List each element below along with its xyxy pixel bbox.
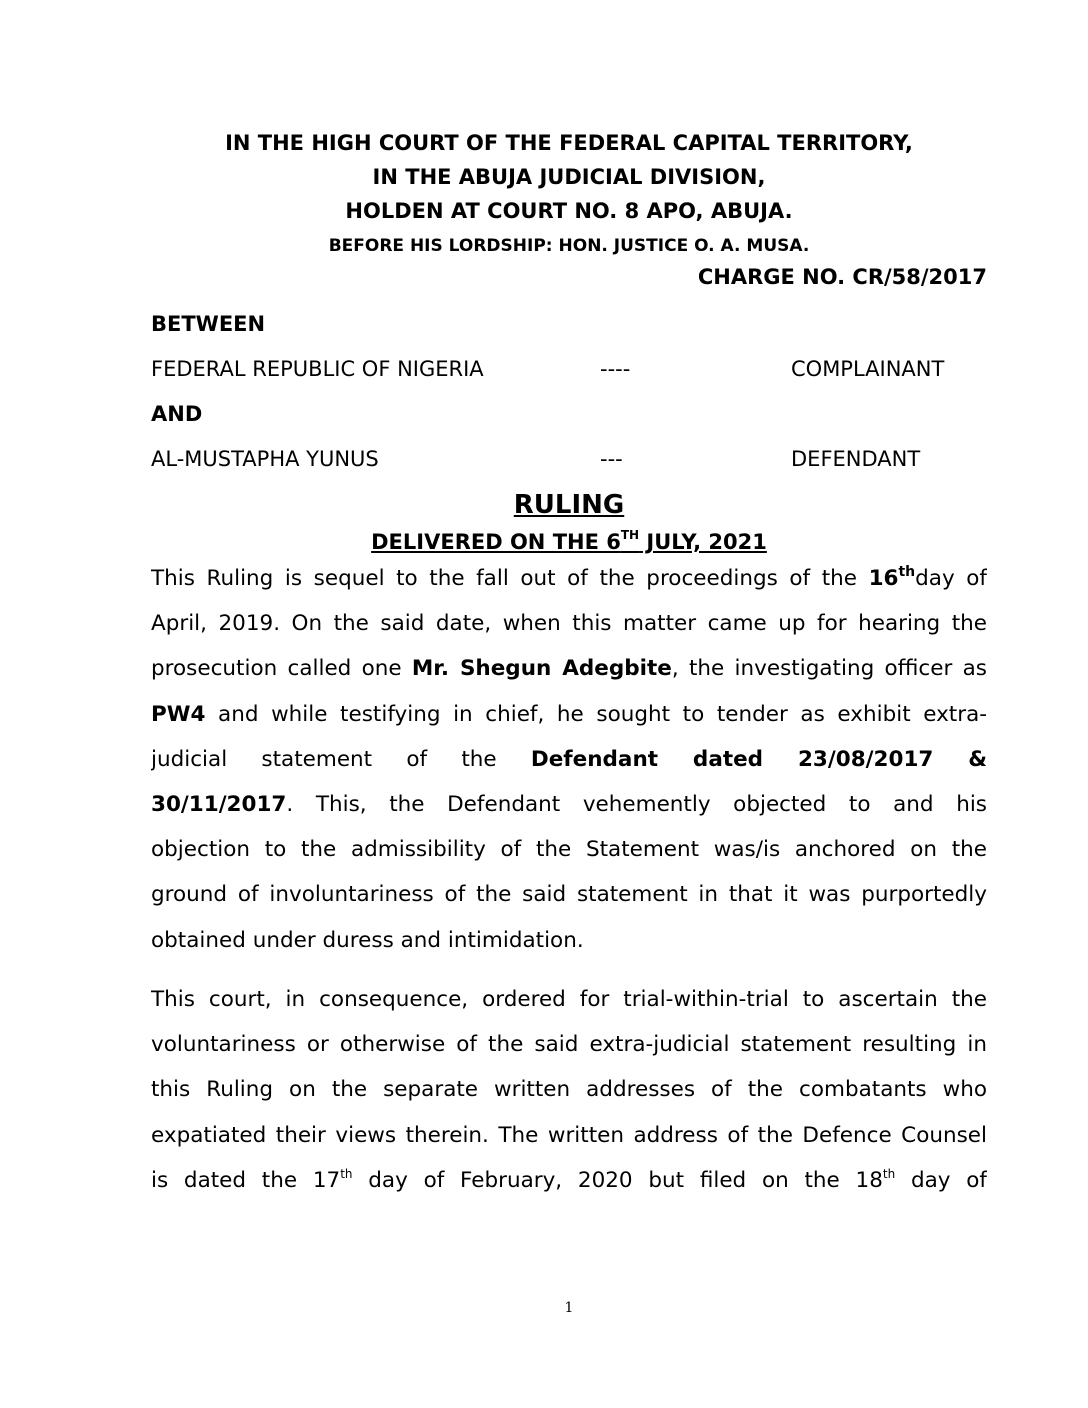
paragraph-line: prosecution called one Mr. Shegun Adegbite, the investigating officer as [151, 656, 987, 682]
paragraph-2 [151, 977, 987, 1203]
complainant-name: FEDERAL REPUBLIC OF NIGERIA [151, 357, 484, 381]
complainant-dash: ---- [600, 357, 631, 381]
complainant-role: COMPLAINANT [791, 357, 945, 381]
paragraph-line: voluntariness or otherwise of the said extra-judicial statement resulting in [151, 1032, 987, 1058]
paragraph-line: This Ruling is sequel to the fall out of the proceedings of the 16thday of [151, 564, 987, 591]
ruling-title: RULING [513, 490, 625, 520]
paragraph-line: objection to the admissibility of the Statement was/is anchored on the [151, 837, 987, 863]
paragraph-1 [151, 556, 987, 963]
paragraph-line: judicial statement of the Defendant dated 23/08/2017 & [151, 746, 987, 772]
court-heading-line-3: HOLDEN AT COURT NO. 8 APO, ABUJA. [345, 199, 793, 223]
paragraph-line: PW4 and while testifying in chief, he sought to tender as exhibit extra- [151, 701, 987, 727]
paragraph-line: ground of involuntariness of the said statement in that it was purportedly [151, 882, 987, 908]
paragraph-line: April, 2019. On the said date, when this matter came up for hearing the [151, 611, 987, 637]
paragraph-line: obtained under duress and intimidation. [151, 927, 584, 953]
paragraph-line: This court, in consequence, ordered for trial-within-trial to ascertain the [151, 987, 987, 1012]
defendant-name: AL-MUSTAPHA YUNUS [151, 447, 379, 471]
delivery-date-title: DELIVERED ON THE 6TH JULY, 2021 [371, 528, 767, 554]
charge-number: CHARGE NO. CR/58/2017 [697, 265, 987, 289]
page-number: 1 [564, 1300, 574, 1316]
and-label: AND [151, 402, 203, 426]
between-label: BETWEEN [151, 312, 266, 336]
court-heading-line-2: IN THE ABUJA JUDICIAL DIVISION, [372, 165, 766, 189]
defendant-dash: --- [600, 447, 623, 471]
paragraph-line: is dated the 17th day of February, 2020 but filed on the 18th day of [151, 1166, 987, 1193]
defendant-role: DEFENDANT [791, 447, 921, 471]
judge-line: BEFORE HIS LORDSHIP: HON. JUSTICE O. A. MUSA. [328, 236, 810, 256]
paragraph-line: this Ruling on the separate written addresses of the combatants who [151, 1077, 987, 1103]
court-heading-line-1: IN THE HIGH COURT OF THE FEDERAL CAPITAL TERRITORY, [225, 131, 913, 155]
paragraph-line: expatiated their views therein. The written address of the Defence Counsel [151, 1122, 987, 1148]
paragraph-line: 30/11/2017. This, the Defendant vehemently objected to and his [151, 791, 987, 817]
